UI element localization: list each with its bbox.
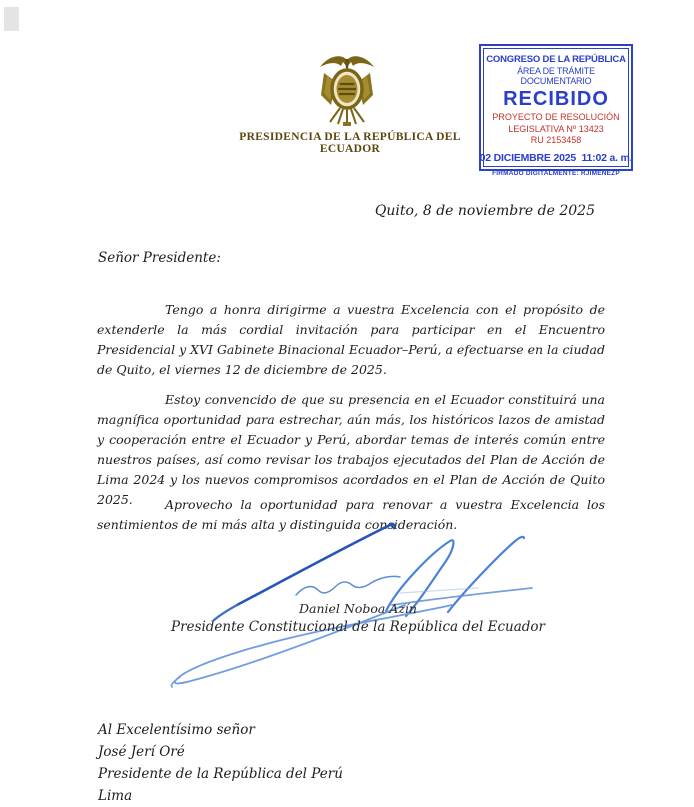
recipient-line-honorific: Al Excelentísimo señor xyxy=(98,722,255,738)
scan-artifact xyxy=(4,7,19,31)
stamp-ru-number: RU 2153458 xyxy=(530,135,582,145)
received-stamp-inner xyxy=(479,48,633,177)
received-stamp xyxy=(479,44,633,177)
stamp-org-line2: ÁREA DE TRÁMITE DOCUMENTARIO xyxy=(517,66,595,86)
letter-date: Quito, 8 de noviembre de 2025 xyxy=(374,203,595,219)
signer-title: Presidente Constitucional de la República del Ecuador xyxy=(171,619,545,635)
stamp-project-line2: LEGISLATIVA Nº 13423 xyxy=(508,123,604,134)
letter-paragraph-1: Tengo a honra dirigirme a vuestra Excelencia con el propósito de extenderle la más cordial invitación para participar en el Encuentro Presidencial y XVI Gabinete Binacional Ecuador–Perú, a efectuarse en la ciudad de Quito, el viernes 12 de diciembre de 2025. xyxy=(97,301,605,377)
signer-name: Daniel Noboa Azín xyxy=(299,601,417,616)
ecuador-coat-of-arms-icon xyxy=(314,52,380,132)
recipient-block xyxy=(98,719,343,807)
letter-paragraph-2: Estoy convencido de que su presencia en el Ecuador constituirá una magnífica oportunidad para estrechar, aún más, los históricos lazos de amistad y cooperación entre el Ecuador y Perú, abordar temas de interés común entre nuestros países, así como revisar los trabajos ejecutados del Plan de Acción de Lima 2024 y los nuevos compromisos acordados en el Plan de Acción de Quito 2025. xyxy=(97,391,605,507)
letter-paragraph-3: Aprovecho la oportunidad para renovar a vuestra Excelencia los sentimientos de mi más alta y distinguida consideración. xyxy=(97,496,605,532)
stamp-signed-line: FIRMADO DIGITALMENTE: RJIMENEZP xyxy=(492,169,620,177)
stamp-received-label: RECIBIDO xyxy=(503,88,609,110)
recipient-line-title: Presidente de la República del Perú xyxy=(98,766,343,782)
letterhead-org-name: PRESIDENCIA DE LA REPÚBLICA DEL ECUADOR xyxy=(239,131,461,155)
stamp-project-line1: PROYECTO DE RESOLUCIÓN xyxy=(492,112,620,122)
recipient-line-name: José Jerí Oré xyxy=(98,744,185,760)
recipient-line-city: Lima xyxy=(98,788,133,804)
stamp-org-line1: CONGRESO DE LA REPÚBLICA xyxy=(486,54,626,65)
stamp-datetime: 02 DICIEMBRE 2025 11:02 a. m. xyxy=(479,151,633,164)
letter-salutation: Señor Presidente: xyxy=(98,250,221,266)
